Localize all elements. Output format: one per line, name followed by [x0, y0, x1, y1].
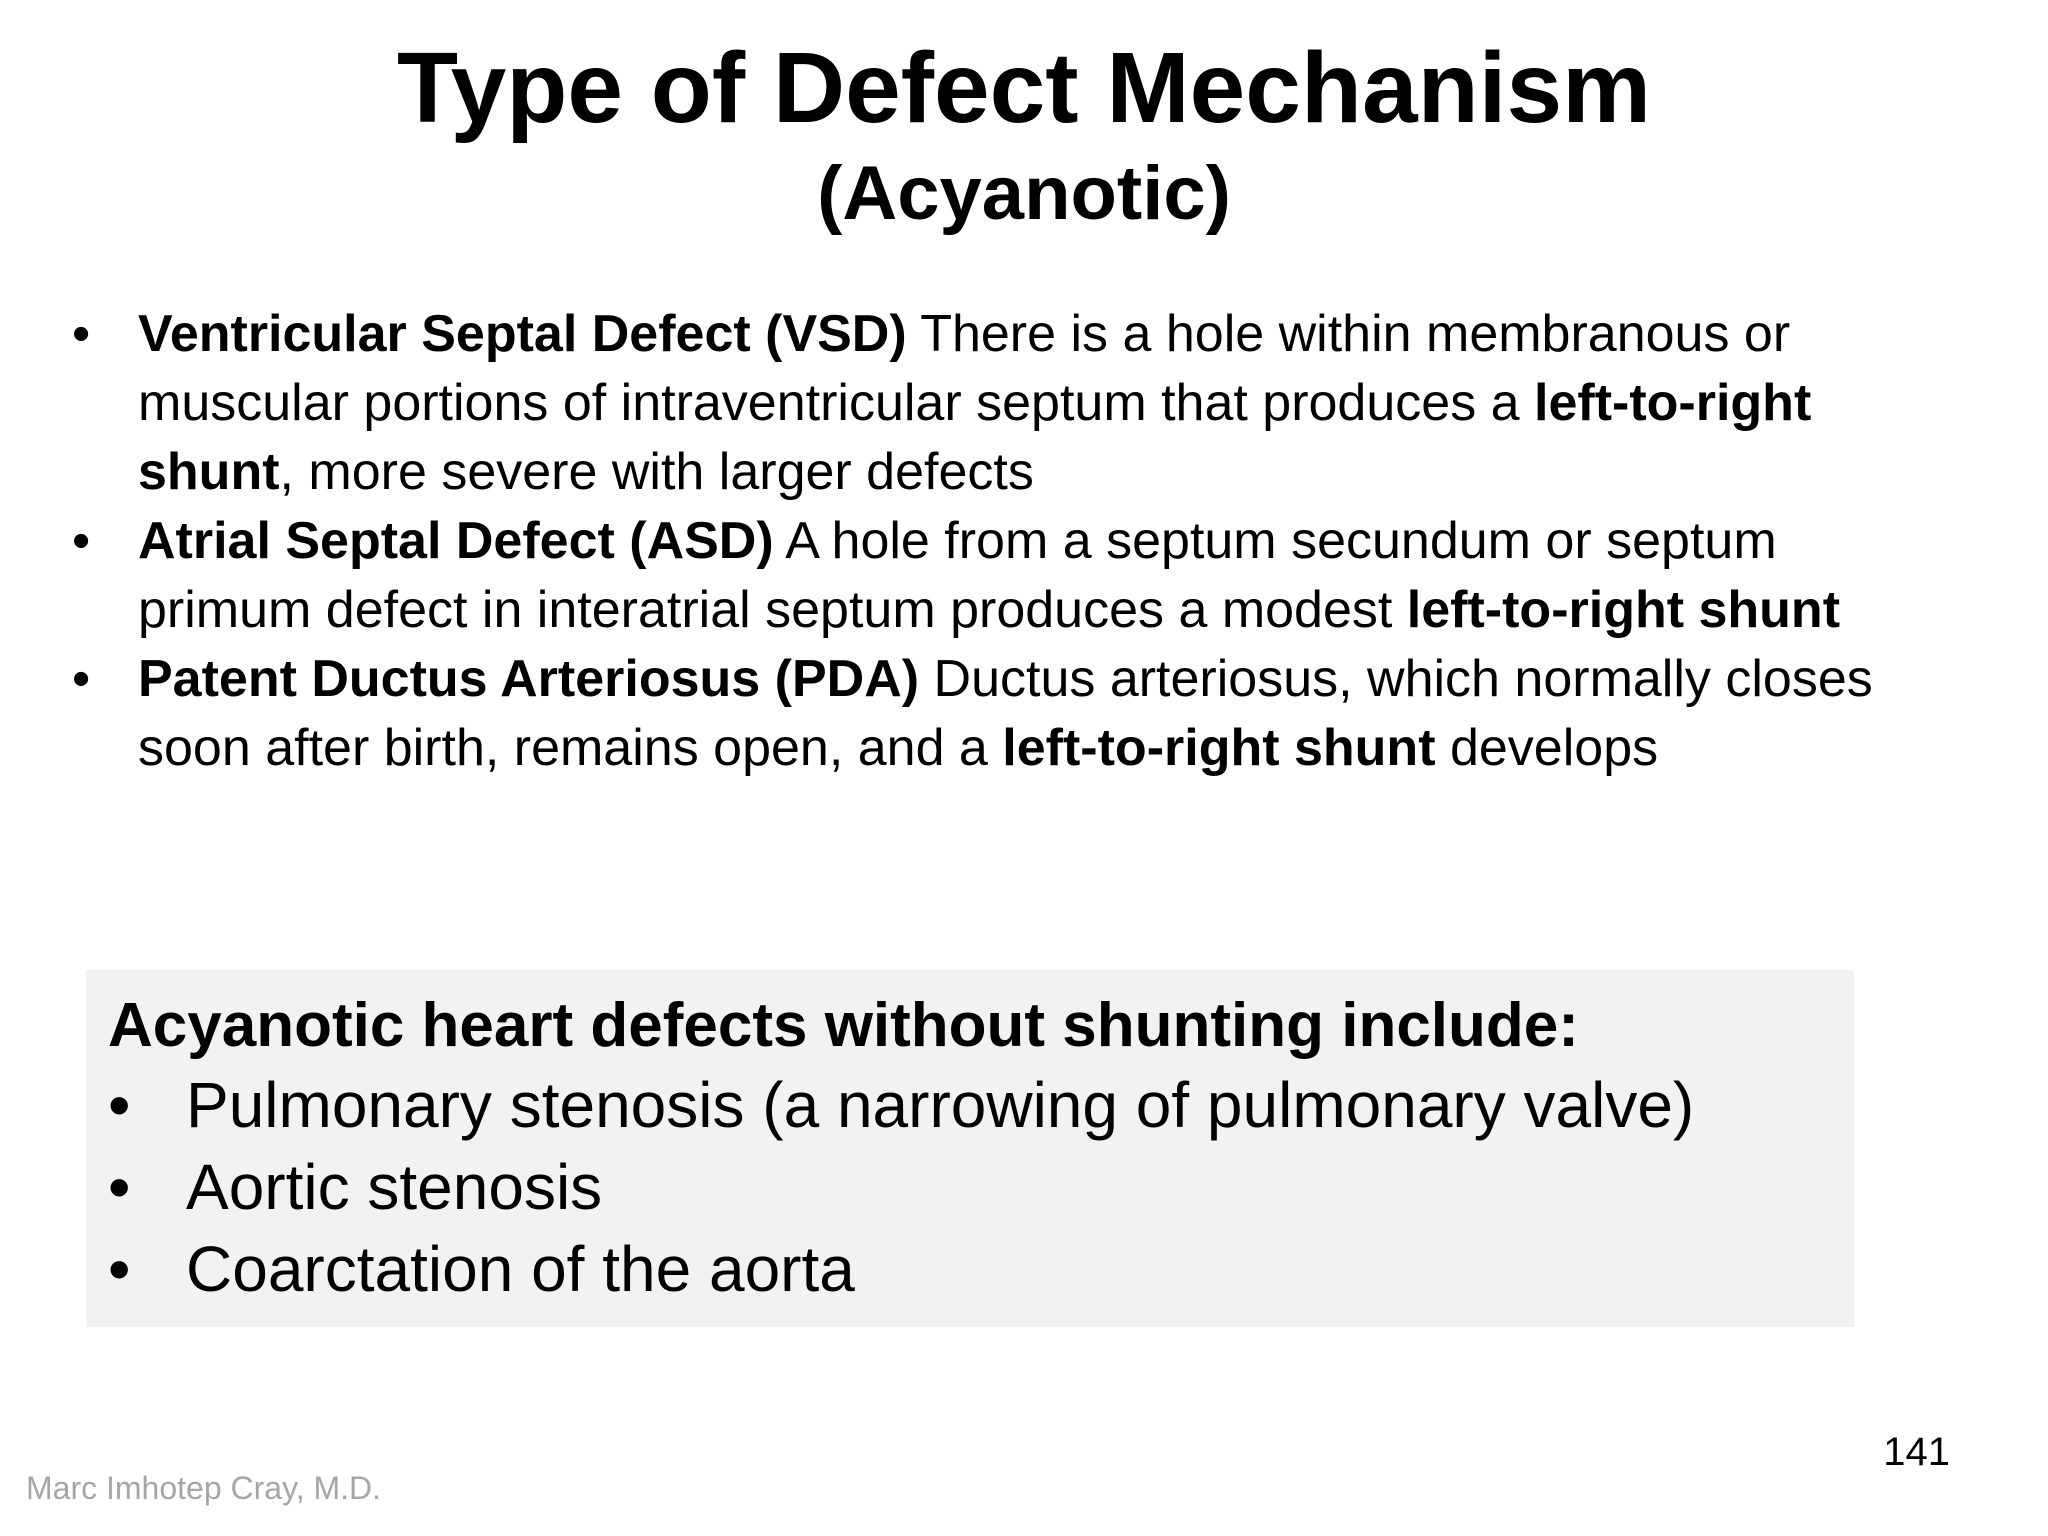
bullet-item-pda: [72, 645, 1952, 783]
non-shunting-defects-box: [86, 970, 1854, 1327]
bullet-marker: •: [72, 305, 91, 363]
page-number: 141: [1883, 1430, 1950, 1474]
bullet-marker: •: [108, 1069, 131, 1141]
bullet-text: develops: [1435, 719, 1659, 777]
box-list: [108, 1064, 1694, 1310]
bullet-text: Ductus arteriosus, which normally closes soon after birth, remains open, and a: [138, 650, 1873, 777]
bullet-bold-text: left-to-right shunt: [1002, 719, 1436, 777]
bullet-marker: •: [72, 512, 91, 570]
bullet-bold-text: left-to-right shunt: [1406, 581, 1841, 639]
box-list-item: [108, 1064, 1694, 1146]
box-list-item: [108, 1228, 1694, 1310]
bullet-text: There is a hole within membranous or muscular portions of intraventricular septum that produces a: [138, 305, 1791, 432]
box-heading: Acyanotic heart defects without shunting include:: [108, 991, 1579, 1060]
bullet-term: Ventricular Septal Defect (VSD): [138, 305, 907, 363]
bullet-marker: •: [72, 650, 91, 708]
box-list-item: [108, 1146, 1694, 1228]
bullet-term: Atrial Septal Defect (ASD): [138, 512, 774, 570]
bullet-marker: •: [108, 1151, 131, 1223]
bullet-text: , more severe with larger defects: [279, 443, 1034, 501]
bullet-item-asd: [72, 507, 1952, 645]
box-item-text: Pulmonary stenosis (a narrowing of pulmonary valve): [186, 1069, 1695, 1141]
bullet-term: Patent Ductus Arteriosus (PDA): [138, 650, 920, 708]
bullet-item-vsd: [72, 300, 1952, 507]
title-main: Type of Defect Mechanism: [396, 32, 1651, 144]
title-subtitle: (Acyanotic): [817, 151, 1231, 236]
box-item-text: Aortic stenosis: [186, 1151, 603, 1223]
author-credit: Marc Imhotep Cray, M.D.: [26, 1470, 382, 1506]
bullet-bold-text: left-to-right shunt: [138, 374, 1812, 501]
bullet-text: A hole from a septum secundum or septum primum defect in interatrial septum produces a modest: [138, 512, 1777, 639]
box-item-text: Coarctation of the aorta: [186, 1233, 855, 1305]
defect-bullet-list: [72, 300, 1952, 783]
bullet-marker: •: [108, 1233, 131, 1305]
